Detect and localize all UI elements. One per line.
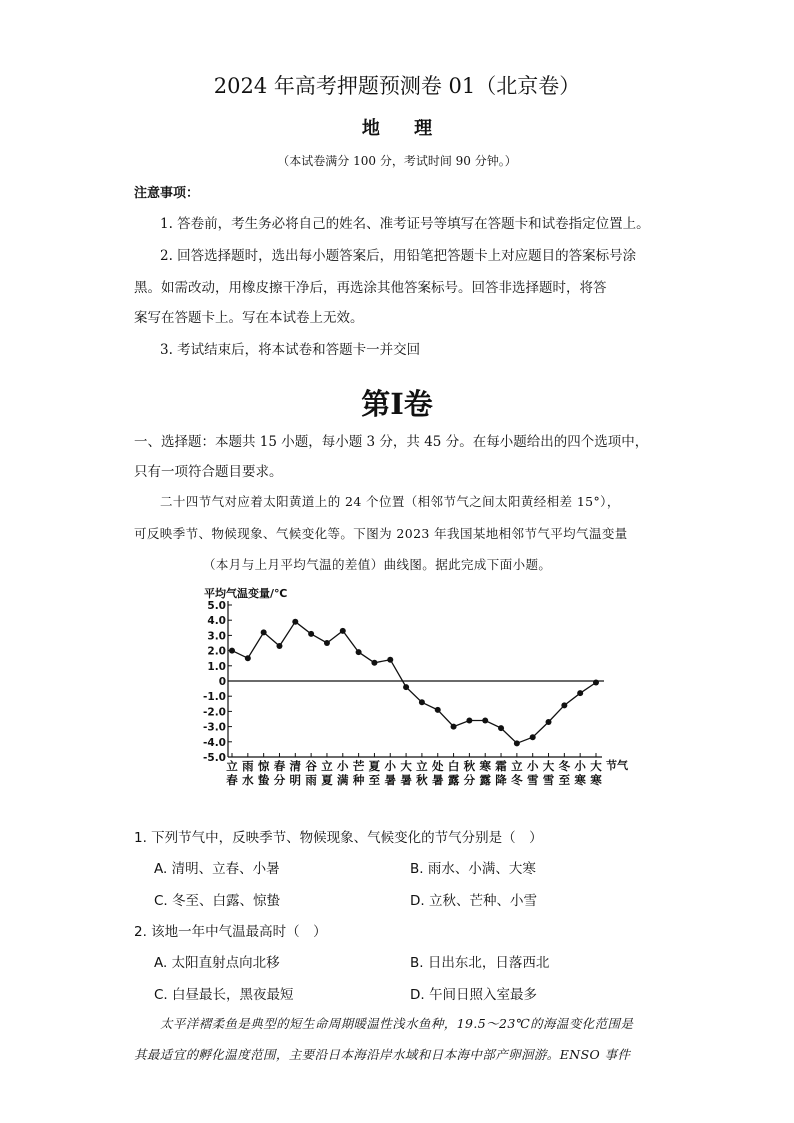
question-2-option-b[interactable]: B. 日出东北，日落西北 <box>410 955 550 971</box>
x-tick-label-top: 冬 <box>558 759 571 773</box>
x-tick-label-bottom: 雨 <box>305 773 317 787</box>
x-tick-label-top: 春 <box>273 759 286 773</box>
section-heading-line-1: 一、选择题：本题共 15 小题，每小题 3 分，共 45 分。在每小题给出的四个选项中， <box>134 434 649 450</box>
y-tick-label: 5.0 <box>207 600 226 612</box>
data-point <box>482 718 488 724</box>
data-point <box>466 718 472 724</box>
x-tick-label-bottom: 露 <box>447 773 460 787</box>
x-tick-label-top: 立 <box>511 759 523 773</box>
y-tick-label: 2.0 <box>207 645 226 658</box>
question-2-option-d[interactable]: D. 午间日照入室最多 <box>410 987 537 1003</box>
x-tick-label-bottom: 降 <box>495 773 507 787</box>
x-tick-label-bottom: 明 <box>289 773 302 787</box>
x-tick-label-top: 夏 <box>368 759 381 773</box>
data-point <box>577 690 583 696</box>
x-tick-label-bottom: 夏 <box>321 773 333 787</box>
notice-line-2: 2. 回答选择题时，选出每小题答案后，用铅笔把答题卡上对应题目的答案标号涂 <box>160 248 637 264</box>
data-point <box>530 734 536 740</box>
x-tick-label-top: 白 <box>447 759 460 773</box>
section-heading-line-2: 只有一项符合题目要求。 <box>134 464 283 480</box>
subject-title: 地 理 <box>361 118 447 139</box>
data-point <box>245 655 251 661</box>
question-1-option-d[interactable]: D. 立秋、芒种、小雪 <box>410 893 537 909</box>
y-tick-label: -2.0 <box>203 706 226 719</box>
x-tick-label-bottom: 满 <box>337 773 349 787</box>
x-tick-label-top: 立 <box>321 759 333 773</box>
x-tick-label-top: 惊 <box>257 759 270 773</box>
data-point <box>340 628 346 634</box>
y-tick-label: -5.0 <box>203 752 226 764</box>
x-tick-label-top: 小 <box>526 759 539 773</box>
data-point <box>514 740 520 746</box>
x-tick-label-bottom: 冬 <box>511 773 523 787</box>
notice-line-1: 1. 答卷前，考生务必将自己的姓名、准考证号等填写在答题卡和试卷指定位置上。 <box>160 216 650 232</box>
x-tick-label-bottom: 寒 <box>590 773 602 787</box>
x-tick-label-bottom: 寒 <box>574 773 586 787</box>
x-tick-label-bottom: 暑 <box>384 773 397 787</box>
y-tick-label: -3.0 <box>203 721 226 734</box>
data-point <box>546 719 552 725</box>
x-tick-label-bottom: 雪 <box>542 773 555 787</box>
intro-line-2: 可反映季节、物候现象、气候变化等。下图为 2023 年我国某地相邻节气平均气温变量 <box>134 526 628 541</box>
x-tick-label-top: 寒 <box>479 759 491 773</box>
data-point <box>356 649 362 655</box>
question-2-option-a[interactable]: A. 太阳直射点向北移 <box>154 955 280 971</box>
y-tick-label: -1.0 <box>203 691 226 704</box>
x-tick-label-bottom: 至 <box>368 773 381 787</box>
data-point <box>324 640 330 646</box>
y-tick-label: 3.0 <box>207 630 226 643</box>
intro-line-1: 二十四节气对应着太阳黄道上的 24 个位置（相邻节气之间太阳黄经相差 15°）， <box>160 494 620 509</box>
x-tick-label-top: 处 <box>431 759 444 773</box>
x-tick-label-top: 小 <box>337 759 349 773</box>
notice-line-3: 黑。如需改动，用橡皮擦干净后，再选涂其他答案标号。回答非选择题时，将答 <box>134 280 607 296</box>
x-tick-label-top: 秋 <box>463 759 476 773</box>
x-axis-label: 节气 <box>606 759 628 772</box>
x-tick-label-bottom: 秋 <box>416 773 428 787</box>
data-point <box>451 724 457 730</box>
data-point <box>498 725 504 731</box>
data-point <box>371 660 377 666</box>
x-tick-label-bottom: 水 <box>242 773 254 787</box>
x-tick-label-top: 谷 <box>305 759 317 773</box>
y-tick-label: 1.0 <box>207 660 226 673</box>
x-tick-label-top: 芒 <box>352 759 365 773</box>
x-tick-label-bottom: 露 <box>479 773 491 787</box>
notice-title: 注意事项： <box>134 186 200 201</box>
data-point <box>435 707 441 713</box>
x-tick-label-bottom: 暑 <box>431 773 444 787</box>
series-line <box>232 622 596 744</box>
question-1-option-b[interactable]: B. 雨水、小满、大寒 <box>410 861 536 877</box>
data-point <box>308 631 314 637</box>
question-2-stem: 2. 该地一年中气温最高时（ ） <box>134 924 327 940</box>
question-1-option-c[interactable]: C. 冬至、白露、惊蛰 <box>154 893 281 909</box>
y-tick-label: -4.0 <box>203 736 226 749</box>
passage-line-1: 太平洋褶柔鱼是典型的短生命周期暖温性浅水鱼种，19.5～23℃的海温变化范围是 <box>160 1016 634 1031</box>
x-tick-label-top: 大 <box>542 759 555 773</box>
x-tick-label-bottom: 暑 <box>400 773 412 787</box>
data-point <box>419 699 425 705</box>
x-tick-label-bottom: 雪 <box>526 773 539 787</box>
temperature-change-chart <box>198 583 638 788</box>
x-tick-label-bottom: 至 <box>558 773 571 787</box>
exam-note: （本试卷满分 100 分，考试时间 90 分钟。） <box>277 154 517 168</box>
x-tick-label-bottom: 分 <box>463 773 476 787</box>
x-tick-label-top: 清 <box>289 759 302 773</box>
volume-title: 第Ⅰ卷 <box>361 387 433 421</box>
notice-line-5: 3. 考试结束后，将本试卷和答题卡一并交回 <box>160 342 421 358</box>
x-tick-label-top: 雨 <box>242 759 254 773</box>
question-1-stem: 1. 下列节气中，反映季节、物候现象、气候变化的节气分别是（ ） <box>134 830 543 846</box>
x-tick-label-top: 大 <box>400 759 412 773</box>
y-tick-label: 4.0 <box>207 615 226 628</box>
data-point <box>292 619 298 625</box>
y-axis-label: 平均气温变量/℃ <box>204 587 288 600</box>
notice-line-4: 案写在答题卡上。写在本试卷上无效。 <box>134 310 364 326</box>
data-point <box>593 680 599 686</box>
data-point <box>561 702 567 708</box>
question-2-option-c[interactable]: C. 白昼最长，黑夜最短 <box>154 987 294 1003</box>
intro-line-3: （本月与上月平均气温的差值）曲线图。据此完成下面小题。 <box>203 557 552 572</box>
data-point <box>276 643 282 649</box>
passage-line-2: 其最适宜的孵化温度范围，主要沿日本海沿岸水域和日本海中部产卵洄游。ENSO 事件 <box>134 1047 631 1062</box>
x-tick-label-top: 立 <box>416 759 428 773</box>
x-tick-label-bottom: 分 <box>273 773 286 787</box>
data-point <box>261 629 267 635</box>
data-point <box>403 684 409 690</box>
x-tick-label-bottom: 春 <box>226 773 238 787</box>
x-tick-label-top: 立 <box>226 759 238 773</box>
y-tick-label: 0 <box>218 676 226 688</box>
x-tick-label-top: 大 <box>590 759 602 773</box>
chart-svg <box>198 583 638 788</box>
x-tick-label-top: 小 <box>384 759 397 773</box>
data-point <box>387 657 393 663</box>
x-tick-label-top: 霜 <box>495 759 507 773</box>
x-tick-label-bottom: 蛰 <box>257 773 270 787</box>
paper-title: 2024 年高考押题预测卷 01（北京卷） <box>213 74 581 98</box>
x-tick-label-bottom: 种 <box>352 773 365 787</box>
x-tick-label-top: 小 <box>574 759 586 773</box>
data-point <box>229 648 235 654</box>
question-1-option-a[interactable]: A. 清明、立春、小暑 <box>154 861 280 877</box>
